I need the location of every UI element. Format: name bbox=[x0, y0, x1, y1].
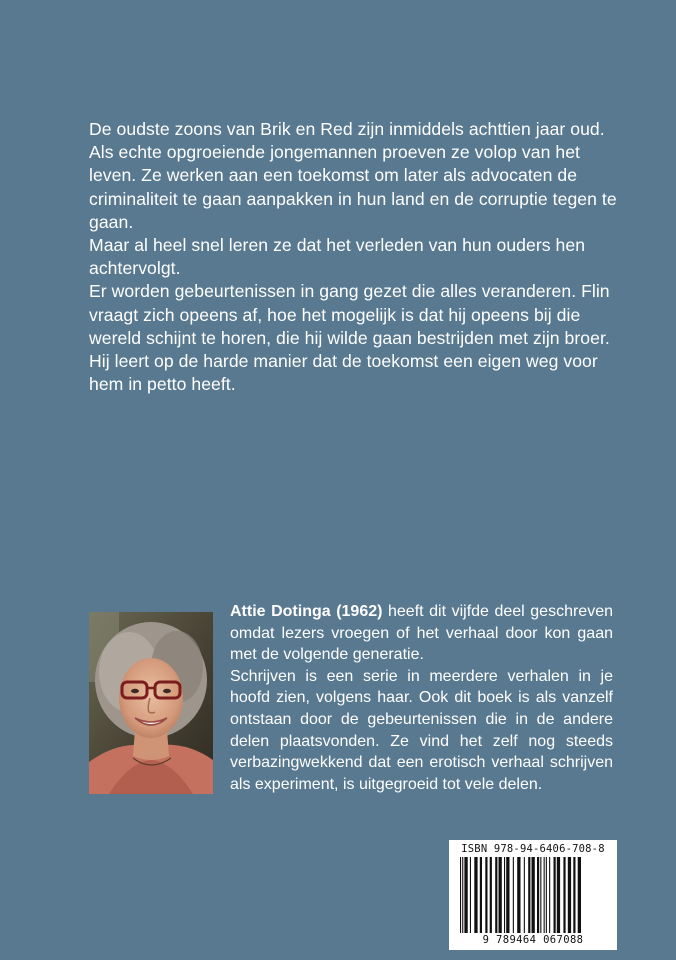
author-bio-rest: Schrijven is een serie in meerdere verhalen in je hoofd zien, volgens haar. Ook dit boek is als vanzelf ontstaan door de gebeurtenissen die in de andere delen plaatsvonden. Ze vind het zelf nog steeds verbazingwekkend dat een erotisch verhaal schrijven als experiment, is uitgegroeid tot vele delen. bbox=[230, 667, 613, 793]
barcode-bar bbox=[513, 857, 514, 933]
isbn-barcode bbox=[449, 840, 617, 950]
author-name: Attie Dotinga (1962) bbox=[230, 603, 383, 620]
author-portrait bbox=[89, 612, 213, 794]
ean-digits: 9 789464 067088 bbox=[482, 934, 584, 946]
barcode-bar bbox=[474, 857, 477, 933]
author-bio-intro-text: heeft dit vijfde deel geschreven omdat lezers vroegen of het verhaal door kon gaan met de volgende generatie. bbox=[230, 603, 613, 664]
barcode-bar bbox=[495, 857, 497, 933]
barcode-bar bbox=[528, 857, 530, 933]
barcode-bar bbox=[540, 857, 541, 933]
isbn-label: ISBN 978-94-6406-708-8 bbox=[461, 843, 605, 855]
barcode-bar bbox=[554, 857, 556, 933]
barcode-bar bbox=[544, 857, 545, 933]
back-cover-blurb bbox=[89, 118, 619, 396]
author-bio bbox=[230, 601, 613, 795]
barcode-bars bbox=[458, 857, 608, 933]
blurb-paragraph: Hij leert op de harde manier dat de toekomst een eigen weg voor hem in petto heeft. bbox=[89, 351, 598, 395]
barcode-bar bbox=[517, 857, 520, 933]
barcode-bar bbox=[537, 857, 539, 933]
barcode-bar bbox=[485, 857, 487, 933]
blurb-paragraph: Er worden gebeurtenissen in gang gezet die alles veranderen. Flin vraagt zich opeens af, hoe het mogelijk is dat hij opeens bij die wereld schijnt te horen, die hij wilde gaan bestrijden met zijn broer. bbox=[89, 281, 610, 348]
barcode-bar bbox=[506, 857, 509, 933]
barcode-bar bbox=[490, 857, 492, 933]
barcode-bar bbox=[557, 857, 560, 933]
barcode-bar bbox=[546, 857, 547, 933]
barcode-bar bbox=[563, 857, 565, 933]
author-bio-intro bbox=[230, 601, 613, 666]
barcode-bar bbox=[460, 857, 461, 933]
barcode-bar bbox=[549, 857, 550, 933]
barcode-bar bbox=[504, 857, 505, 933]
barcode-bar bbox=[532, 857, 535, 933]
barcode-bar bbox=[462, 857, 463, 933]
barcode-bar bbox=[524, 857, 525, 933]
barcode-bar bbox=[470, 857, 471, 933]
blurb-paragraph: Maar al heel snel leren ze dat het verleden van hun ouders hen achtervolgt. bbox=[89, 235, 586, 279]
blurb-paragraph: De oudste zoons van Brik en Red zijn inmiddels achttien jaar oud. Als echte opgroeiende jongemannen proeven ze volop van het leven. Ze werken aan een toekomst om later als advocaten de criminaliteit te gaan aanpakken in hun land en de corruptie tegen te gaan. bbox=[89, 119, 617, 232]
barcode-bar bbox=[568, 857, 571, 933]
barcode-bar bbox=[499, 857, 502, 933]
barcode-bar bbox=[464, 857, 467, 933]
barcode-bar bbox=[578, 857, 581, 933]
barcode-bar bbox=[573, 857, 575, 933]
barcode-bar bbox=[480, 857, 482, 933]
author-photo bbox=[89, 612, 213, 794]
